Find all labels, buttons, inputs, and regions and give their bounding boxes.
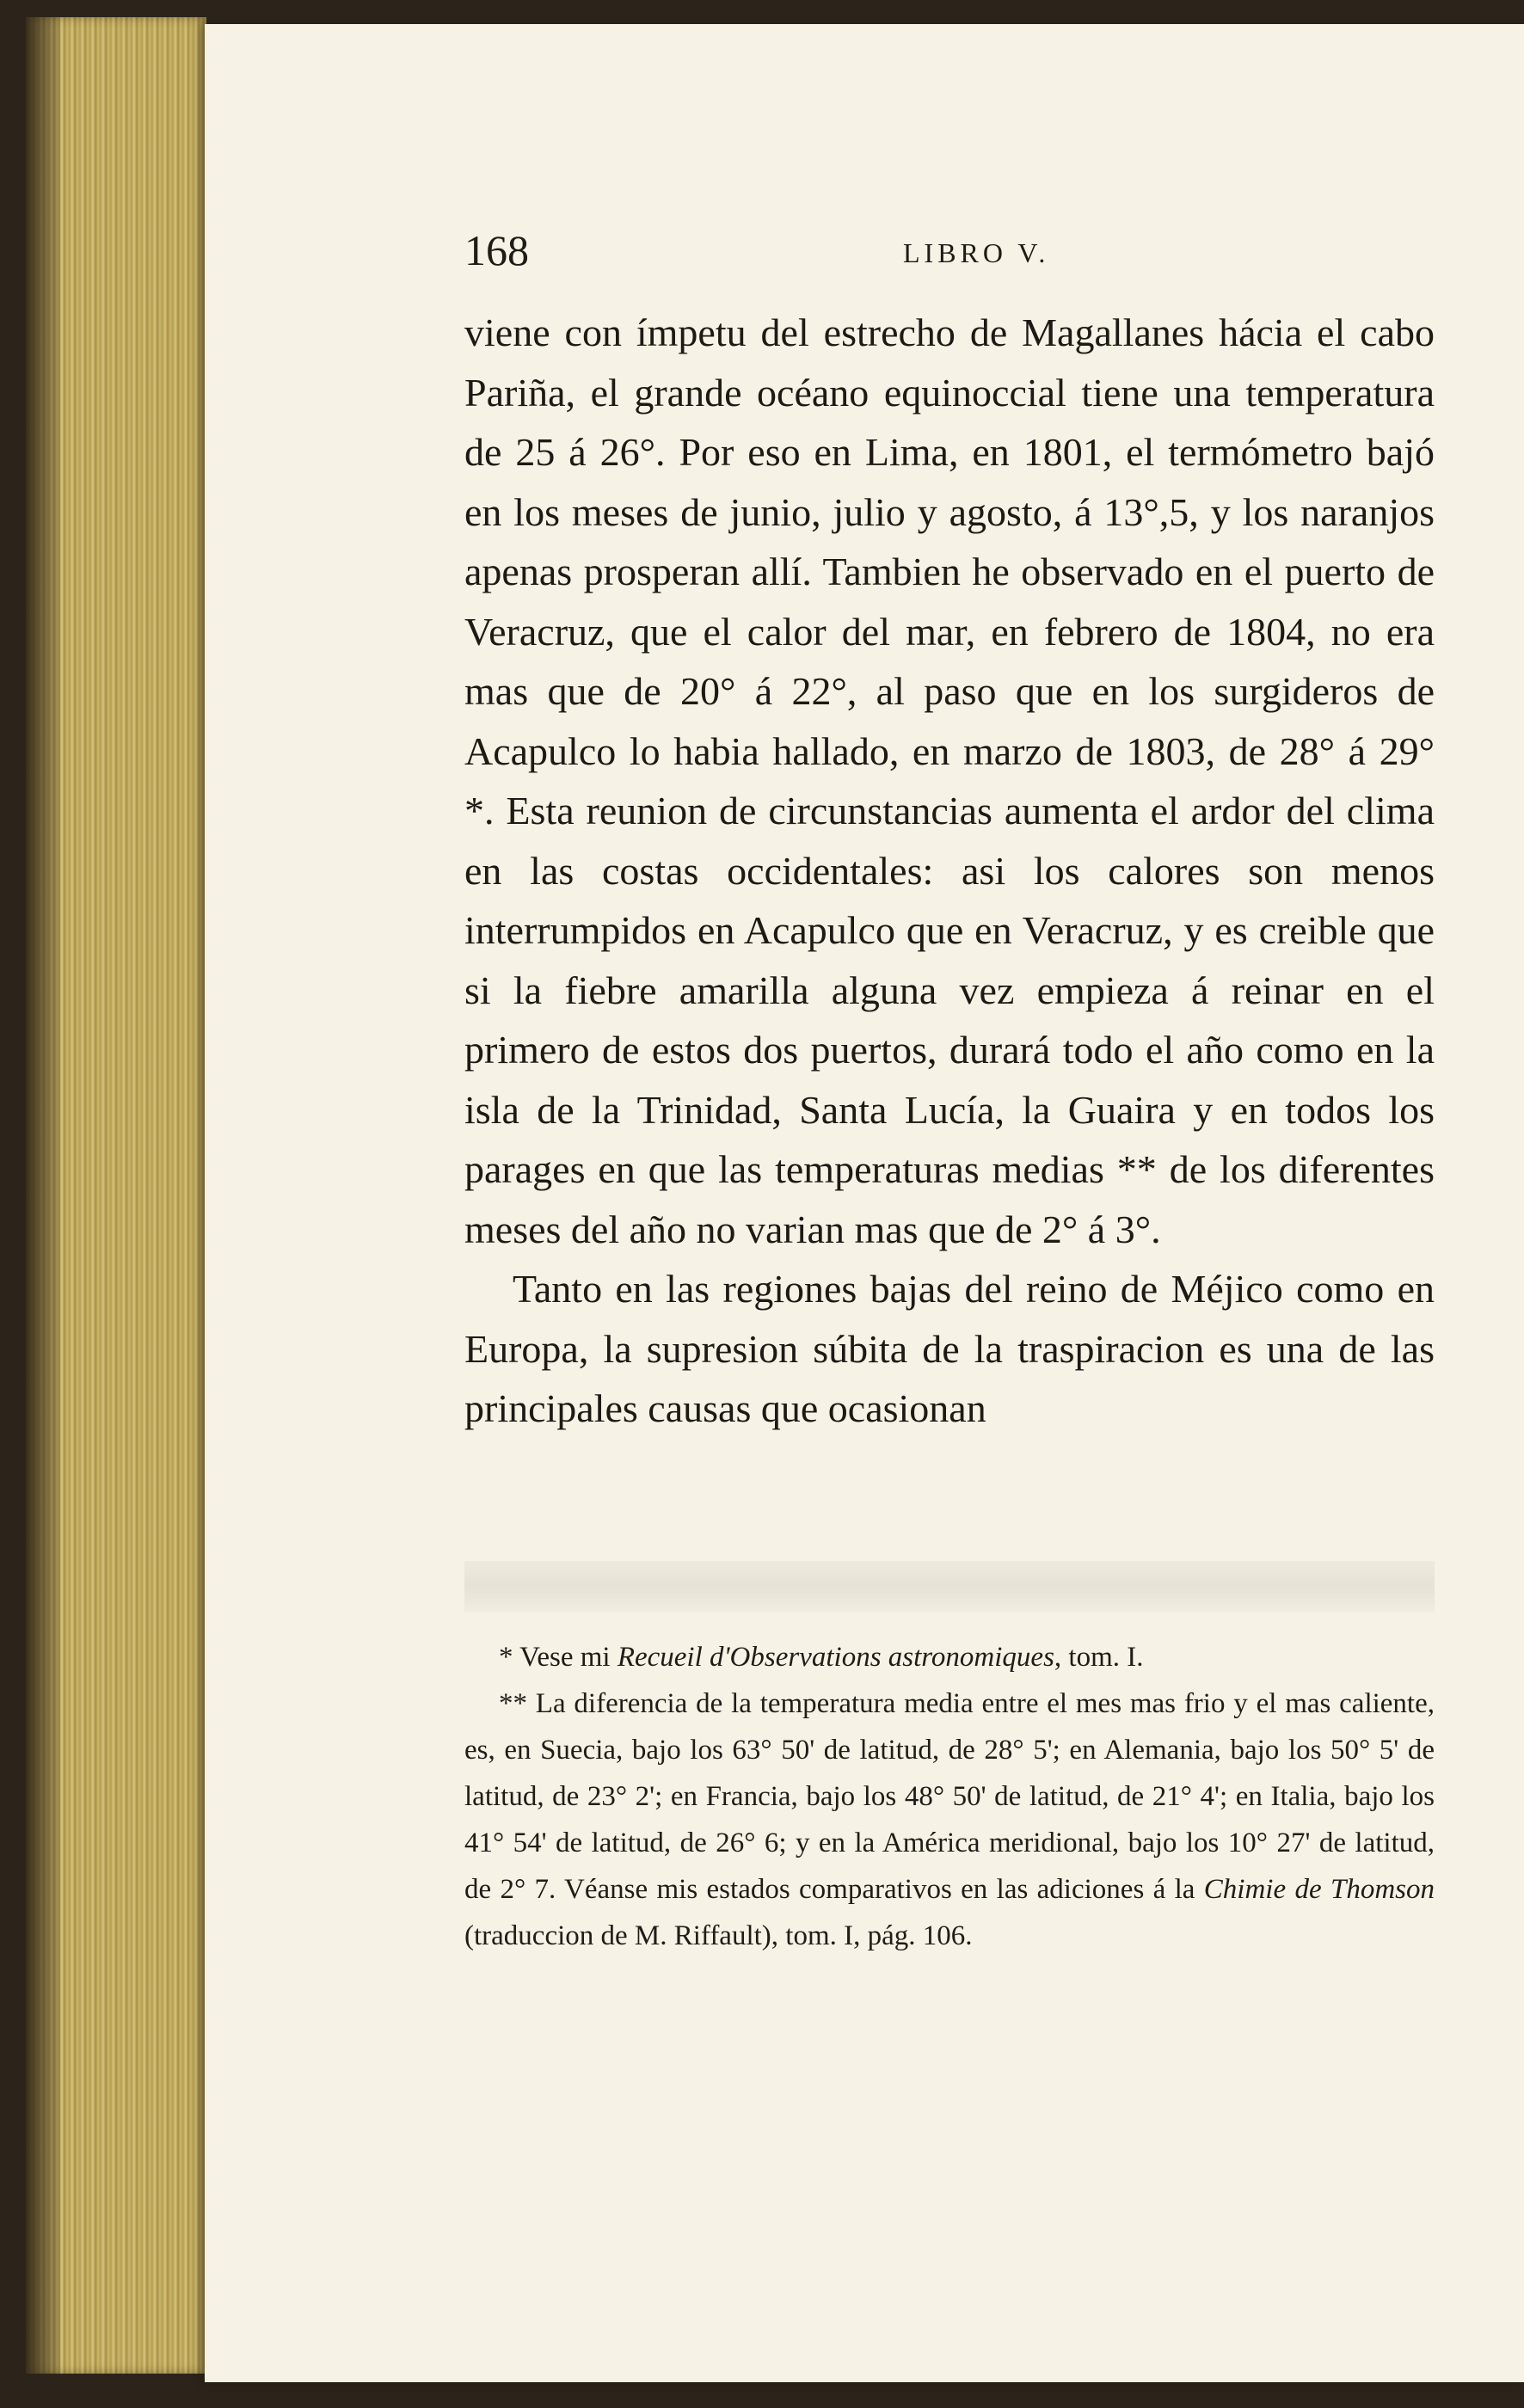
paragraph: Tanto en las regiones bajas del reino de Méjico como en Europa, la supresion súbita de la traspiracion es una de las principales causas que ocasionan (464, 1267, 1435, 1430)
footnote-1-marker: * Vese mi (499, 1642, 618, 1673)
running-head: LIBRO V. (903, 237, 1050, 268)
footnote-2-title: Chimie de Thomson (1203, 1874, 1435, 1905)
page-number: 168 (464, 226, 529, 274)
footnote-1 (464, 1634, 1435, 1680)
footnote-2 (464, 1680, 1435, 1959)
footnotes (464, 1634, 1435, 1959)
footnote-2-text: ** La diferencia de la temperatura media entre el mes mas frio y el mas caliente, es, en Suecia, bajo los 63° 50' de latitud, de 28° 5'; en Alemania, bajo los 50° 5' de latitud, de 23° 2'; en Francia, bajo los 48° 50' de latitud, de 21° 4'; en Italia, bajo los 41° 54' de latitud, de 26° 6; y en la América meridional, bajo los 10° 27' de latitud, de 2° 7. Véanse mis estados comparativos en las adiciones á la (464, 1688, 1435, 1905)
paragraph: viene con ímpetu del estrecho de Magallanes hácia el cabo Pariña, el grande océano equinoccial tiene una temperatura de 25 á 26°. Por eso en Lima, en 1801, el termómetro bajó en los meses de junio, julio y agosto, á 13°,5, y los naranjos apenas prosperan allí. Tambien he observado en el puerto de Veracruz, que el calor del mar, en febrero de 1804, no era mas que de 20° á 22°, al paso que en los surgideros de Acapulco lo habia hallado, en marzo de 1803, de 28° á 29° *. Esta reunion de circunstancias aumenta el ardor del clima en las costas occidentales: asi los calores son menos interrumpidos en Acapulco que en Veracruz, y es creible que si la fiebre amarilla alguna vez empieza á reinar en el primero de estos dos puertos, durará todo el año como en la isla de la Trinidad, Santa Lucía, la Guaira y en todos los parages en que las temperaturas medias ** de los diferentes meses del año no varian mas que de 2° á 3°. (464, 310, 1435, 1251)
show-through-text (464, 1561, 1435, 1612)
main-text (464, 303, 1435, 1439)
footnote-1-title: Recueil d'Observations astronomiques (617, 1642, 1054, 1673)
page-header (258, 225, 1436, 286)
footnote-1-rest: , tom. I. (1054, 1642, 1144, 1673)
footnote-2-rest: (traduccion de M. Riffault), tom. I, pág. 106. (464, 1920, 973, 1951)
book-spine-shadow (26, 17, 60, 2374)
